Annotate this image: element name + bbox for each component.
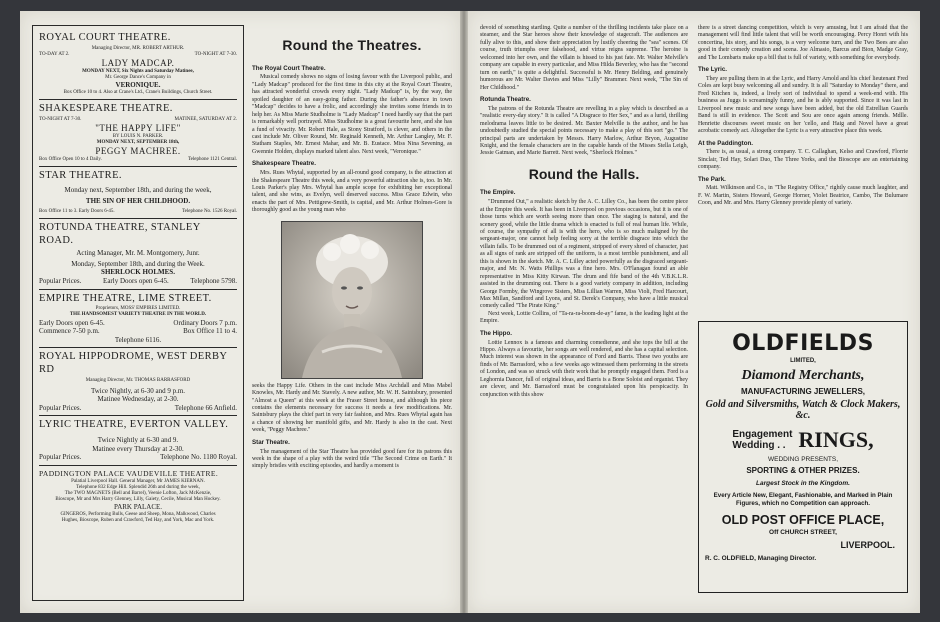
ad-manufacturing: MANUFACTURING JEWELLERS, [741, 386, 865, 396]
article-text: They are pulling them in at the Lyric, and Harry Arnold and his chief lieutenant Fred Coles are kept busy welcoming all and sundry. It is all "Saturday to Monday" there, and Fred Kitchen is, indeed, a lively sort of individual to spend a week-end with. His business as Juggs is screamingly funny, and he is ably supported. Since it was last in Liverpool new music and new songs have been added, but the old Estrellian Guards Band is still in evidence. The Scott and Sou are once again among friends. Mdlle. Henriette discourses sweet music on her 'cello, and Haig and Novel have a great acrobatic comedy act. Altogether the Lyric is a very attractive place this week. [698, 76, 908, 135]
oldfields-advertisement [698, 321, 908, 593]
article-text: Mrs. Rues Whytal, supported by an all-round good company, is the attraction at the Shakespeare Theatre this week, and a very powerful attraction she is, too. In Mr. Louis Parker's play Mrs. Whytal has ample scope for exhibiting her exceptional talent, and she wins, as Evelyn, well deserved success. Miss Grace Edwin, who enacts the part of Mrs. Pettigrew-Smith, is capital, and Mr. Arthur Holmes-Gore is thoroughly good as the young man who [252, 170, 452, 214]
listing-monday: Monday next, September 18th, and during the week, [64, 185, 212, 194]
listing-line: Bioscope, Mr and Mrs Harry Glenney, Lilly, Gaiety, Cecile, Musical Man Hockey. [55, 497, 221, 503]
listing-director: Managing Director, Mr. THOMAS BARRASFORD [85, 377, 191, 383]
ad-largest-stock: Largest Stock in the Kingdom. [756, 479, 850, 487]
listing-ordinary-doors: Ordinary Doors 7 p.m. [173, 318, 237, 327]
listing-matinee: MATINEE, SATURDAY AT 2. [174, 116, 237, 122]
left-page [20, 11, 460, 613]
article-text: there is a street dancing competition, which is very amusing, but I am afraid that the management will find little talent that will be worth encouraging. Percy Honri with his concertina, his story, and his songs, is a very welcome turn, and the Two Bees are also good in their comedy creation and scena. Joe Almasio, Barcus and Bion, Madge Gray, and The Lombarts make up a bill that is full of variety, with something for everybody. [698, 25, 908, 61]
listing-monday: MONDAY NEXT, Six Nights and Saturday Matinee, [82, 68, 194, 74]
listing-early-doors: Early Doors open 6-45. [39, 318, 105, 327]
listing-star [39, 167, 237, 219]
listing-title: EMPIRE THEATRE, LIME STREET. [39, 292, 212, 304]
article-text: Lottie Lennox is a famous and charming comedienne, and she tops the bill at the Hippo. Always a favourite, her songs are well rendered, and she has a capital selection. Much interest was shown in the appearance of Ford and Barris. These two youths are finds of Mr. Barrasford, who a few weeks ago witnessed them performing in the streets of London, and was so struck with their work that he promptly engaged them. Ford is a Leghornia Dancer, full of original ideas, and Barris is a Bone Soloist and organist. They are clever, and Mr. Barrasford must be congratulated upon his perspicacity. In conjunction with this show [480, 339, 688, 398]
listing-tonight: TO-NIGHT AT 7-30. [39, 116, 82, 122]
listing-royal-court [39, 29, 237, 100]
article-heading: The Empire. [480, 189, 516, 197]
listing-prices: Popular Prices. [39, 453, 82, 462]
listing-show: SHERLOCK HOLMES. [101, 268, 175, 277]
listing-company: Mr. George Dance's Company in [105, 75, 171, 81]
listing-park-palace: PARK PALACE. [113, 503, 163, 512]
listing-telephone: Telephone No. 1180 Royal. [160, 453, 237, 462]
article-heading: The Park. [698, 175, 726, 183]
portrait-image [282, 222, 422, 378]
ad-church-street: Off CHURCH STREET, [769, 529, 837, 537]
ad-address: OLD POST OFFICE PLACE, [721, 513, 885, 528]
listing-telephone: Telephone 1121 Central. [187, 156, 237, 162]
listing-author: BY LOUIS N. PARKER. [112, 133, 164, 139]
listing-telephone: Telephone 66 Anfield. [174, 403, 237, 412]
article-text: devoid of something startling. Quite a number of the thrilling incidents take place on a steamer, and the Star heroes show their knowledge of stagecraft. The audiences are fully alive to this, and show their appreciation by lustily cheering the "sea" scenes. Of course, truth triumphs over falsehood, and virtue reigns supreme. The heroine is welcomed into her own, and the villain is hissed to his just fate. Mr. Walter Melville's company are capable in every particular, and Miss Hilda Beverley, who has the "second turn on earth," is quite a delightful. Successful is Mr. Henry Belding, and genuinely humorous are Mr. Walter Davies and Miss "Lilly" Brammer. Next week, "The Sin of Her Childhood." [480, 25, 688, 91]
article-heading: Star Theatre. [252, 438, 290, 446]
listing-twice-nightly: Twice Nightly at 6-30 and 9. [97, 436, 179, 445]
section-title: Round the Theatres. [282, 37, 422, 53]
listing-prices: Popular Prices. [39, 403, 82, 412]
listing-title: ROTUNDA THEATRE, STANLEY ROAD. [39, 221, 201, 246]
article-heading: The Lyric. [698, 66, 727, 74]
ad-liverpool: LIVERPOOL. [840, 540, 895, 551]
article-text: There is, as usual, a strong company. T. C. Callaghan, Kelso and Crawford, Florrie Sinclair, Ted Hay, Solari Duo, The Three Yorks, and the Bioscope are an entertaining company. [698, 149, 908, 171]
listing-title: STAR THEATRE. [39, 169, 122, 181]
article-heading: Shakespeare Theatre. [252, 160, 316, 168]
listing-box-office: Box Office 11 to 4. [183, 327, 237, 336]
article-text: seeks the Happy Life. Others in the cast include Miss Archdall and Miss Mabel Knowles, Mr. Hardy and Mr. Stavely. A new author, Mr. W. H. Saintsbury, presented "Almost a Queen" at this week at the Fraser Street house, and although his piece contains the elements necessary for success it needs a few modifications. Mr. Saintsbury plays the chief part in very fair fashion, and Mrs. Rues Whytal again has a chance of showing her manifold gifts, and Mr. Hardy is also in the cast. Next week, "Peggy Machree." [252, 382, 452, 434]
article-text: "Drummed Out," a realistic sketch by the A. C. Lilley Co., has been the centre piece at the Empire this week. It has been in Liverpool on previous occasions, but it is one of those turns which are worth seeing more than once. The staging is natural, and the scenery good, while the little drama which is enacted is full of real human life. While, of course, the sympathy of all is with the hero, who is so much maligned by the sergeant-major, one cannot help feeling sorry at the terrible disgrace into which the villain falls. To be drummed out of a regiment, stripped of every shred of character, just as all signs of rank are stripped off the uniform, is a most terrible punishment, and all this is shown in the sketch. Mr. A. C. Lilley acted powerfully as the disgraced sergeant-major, and Mr. N. Watts Phillips was a fine hero. Mrs. O'Flanagan found an able representative in Miss Kitty Kirwan. The drum and fife band of the 4th V.B.K.L.R. assisted in the drumming out. There is a good variety company in addition, including George Formby, the Wingrove Sisters, Miss Lillian Warren, Miss Violi, Fred Harcourt, Max Millan, Sandford and Lyons, and St. Derek's Company, who have a little musical comedy called "The Pirate King." [480, 199, 688, 310]
listing-line: The TWO MAGNETS (Bell and Barrel), Veenie Lofton, Jack McKenzie, [64, 491, 212, 497]
section-title: Round the Halls. [528, 165, 640, 182]
listing-telephone: Telephone No. 1526 Royal. [181, 208, 237, 214]
article-heading: Rotunda Theatre. [480, 95, 531, 103]
ad-sporting-prizes: SPORTING & OTHER PRIZES. [746, 465, 860, 475]
listing-monday: MONDAY NEXT, SEPTEMBER 18th, [96, 139, 180, 145]
listing-twice-nightly: Twice Nightly, at 6-30 and 9 p.m. [90, 386, 186, 395]
listing-line: Telephone 832 Edge Hill. Splendid 26th and during the week, [76, 485, 200, 491]
page-gutter [460, 11, 468, 613]
listing-manager: Acting Manager, Mr. M. Montgomery, Junr. [76, 249, 200, 258]
article-heading: The Royal Court Theatre. [252, 64, 326, 72]
ad-company-name: OLDFIELDS [732, 331, 874, 356]
listing-doors: Early Doors open 6-45. [103, 277, 169, 286]
ad-engagement: Engagement [732, 428, 793, 440]
listing-director: Managing Director, MR. ROBERT ARTHUR. [91, 45, 185, 51]
right-page [468, 11, 920, 613]
listing-paddington [39, 466, 237, 527]
listing-box-office: Box Office 11 to 3. Early Doors 6-45. [39, 208, 115, 214]
ad-engagement-wedding [732, 429, 792, 451]
listing-line: GINGEROS, Performing Bulls, Geese and Sheep, Mona, Malkwood, Charles [60, 511, 216, 517]
article-text: Matt. Wilkinson and Co., in "The Registry Office," rightly cause much laughter, and F. W. Martin, Sisters Howard, George Horner, Violet Beatrice, Cambo, The Bulumare Coon, and Mr. and Mrs. Harry Glenney provide plenty of variety. [698, 185, 908, 207]
listing-prices: Popular Prices. [39, 277, 82, 286]
listing-title: ROYAL HIPPODROME, WEST DERBY RD [39, 351, 227, 375]
listing-title: ROYAL COURT THEATRE. [39, 32, 171, 43]
listing-today: TO-DAY AT 2. [39, 51, 70, 57]
article-heading: At the Paddington. [698, 139, 753, 147]
listing-show: THE SIN OF HER CHILDHOOD. [85, 197, 191, 206]
right-column-one [480, 25, 688, 601]
listing-shakespeare [39, 100, 237, 167]
listing-title: PADDINGTON PALACE VAUDEVILLE THEATRE. [39, 468, 219, 478]
listing-matinee: Matinee Wednesday, at 2-30. [97, 395, 179, 404]
listing-monday: Monday, September 18th, and during the Week. [71, 259, 205, 268]
listing-lyric [39, 416, 237, 465]
ad-managing-director: R. C. OLDFIELD, Managing Director. [705, 554, 817, 562]
listing-hippodrome [39, 348, 237, 416]
listing-title: SHAKESPEARE THEATRE. [39, 102, 173, 114]
round-the-theatres-column [252, 25, 452, 601]
listing-commence: Commence 7-50 p.m. [39, 327, 100, 336]
listing-matinee: Matinee every Thursday at 2-30. [92, 444, 184, 453]
actress-portrait [281, 221, 423, 379]
listing-box-office: Box Office 10 to 4. Also at Crane's Ltd., Crane's Buildings, Church Street. [63, 89, 213, 95]
listing-telephone: Telephone 5798. [190, 277, 237, 286]
listing-show: THE HANDSOMEST VARIETY THEATRE IN THE WORLD. [69, 312, 207, 318]
ad-diamond-merchants: Diamond Merchants, [741, 368, 865, 384]
ad-rings: RINGS, [798, 426, 874, 452]
listing-title: LYRIC THEATRE, EVERTON VALLEY. [39, 419, 229, 431]
listing-line: Palatial Liverpool Hall. General Manager, Mr JAMES KIERNAN. [71, 478, 205, 484]
listing-line: Hughes, Bioscope, Ruben and Crawford, Ted Hay, and York, Mac and York. [61, 517, 215, 523]
listing-box-office: Box Office Open 10 to 4 Daily. [39, 156, 102, 162]
right-column-two [698, 25, 908, 601]
ad-limited: LIMITED, [790, 357, 816, 364]
theatre-listings-box [32, 25, 244, 601]
ad-wedding-presents: WEDDING PRESENTS, [767, 455, 839, 463]
listing-show: LADY MADCAP. [101, 57, 175, 68]
listing-empire [39, 290, 237, 349]
ad-wedding: Wedding . . [732, 439, 786, 451]
listing-show: "THE HAPPY LIFE" [95, 122, 181, 133]
listing-telephone: Telephone 6116. [114, 335, 162, 344]
ad-rings-block [705, 426, 901, 454]
article-text: Next week, Lottie Collins, of "Ta-ra-ra-boom-de-ay" fame, is the leading light at the Empire. [480, 310, 688, 325]
listing-proprietors: Proprietors, MOSS' EMPIRES LIMITED. [95, 306, 181, 312]
article-text: The patrons of the Rotunda Theatre are revelling in a play which is described as a "realistic every-day story." It is called "A Disgrace to Her Sex," and as a lurid, thrilling melodrama leaves little to be desired. Mr. Baxter Melville is the author, and he has undoubtedly studied the special points necessary to make a play of this sort "go." The principal parts are undertaken by Messrs. Harry Marlow, Arthur Bryon, Augustine Knight, and the female characters are in the capable hands of the Misses Stella Leigh, Jessie Gatman, and Marie Barrett. Next week, "Sherlock Holmes." [480, 105, 688, 157]
article-text: The management of the Star Theatre has provided good fare for its patrons this week in the shape of a play with the weird title "The Second Crime on Earth." It simply bristles with exciting episodes, and hardly a moment is [252, 448, 452, 470]
listing-tonight: TO-NIGHT AT 7-30. [194, 51, 237, 57]
article-text: Musical comedy shows no signs of losing favour with the Liverpool public, and "Lady Madcap" produced for the first time in this city at the Royal Court Theatre, has attracted wonderful crowds every night. "Lady Madcap" is, by the way, the spoiled daughter of an easy-going father. During the father's absence in town "Madcap" decides to have a frolic, and accordingly she invites some friends in to help her. As Miss Marie Studholme is "Lady Madcap" I need hardly say that the part is remarkably well portrayed. Miss Studholme is a great favourite here, and she has a fund of vivacity. Mr. Robert Hale, as Stony Stratford, is clever, and others in the cast include Mr. Oliver Round, Mr. Reginald Kenneth, Mr. Arthur Langley, Mr. F. Statham Staples, Mr. Ernest Mahar, and Mr. B. Eustace. Miss Nina Sevening, as Gwennie Holden, displays marked talent also. Next week, "Veronique." [252, 74, 452, 155]
listing-rotunda [39, 219, 237, 290]
listing-next-show: VERONIQUE. [115, 81, 161, 90]
article-heading: The Hippo. [480, 329, 512, 337]
ad-smiths: Gold and Silversmiths, Watch & Clock Makers, &c. [705, 398, 901, 422]
listing-next-show: PEGGY MACHREE. [95, 145, 181, 156]
ad-every-article: Every Article New, Elegant, Fashionable, and Marked in Plain Figures, which no Competition can approach. [713, 492, 893, 508]
